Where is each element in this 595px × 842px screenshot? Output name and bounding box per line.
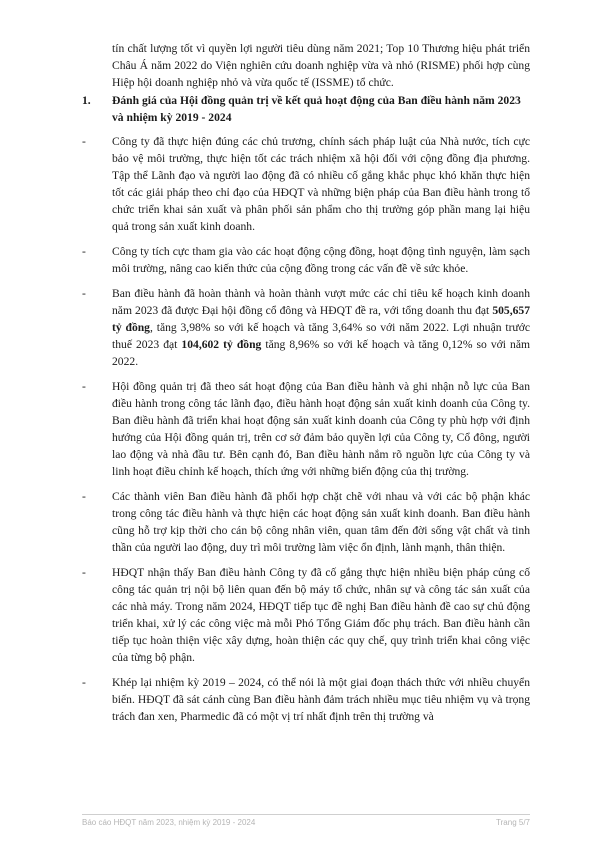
bullet-dash: - <box>82 490 86 503</box>
bullet-dash: - <box>82 380 86 393</box>
list-item <box>82 674 530 725</box>
bullet-text: Khép lại nhiệm kỳ 2019 – 2024, có thể nói là một giai đoạn thách thức với nhiều chuyển biến. HĐQT đã sát cánh cùng Ban điều hành đảm trách nhiều mục tiêu nhiệm vụ và trọng trách đan xen, Pharmedic đã có một vị trí nhất định trên thị trường và <box>112 676 530 723</box>
intro-paragraph: tín chất lượng tốt vì quyền lợi người tiêu dùng năm 2021; Top 10 Thương hiệu phát triển Châu Á năm 2022 do Viện nghiên cứu doanh nghiệp vừa và nhỏ (RISME) phối hợp cùng Hiệp hội doanh nghiệp nhỏ và vừa quốc tế (ISSME) tổ chức. <box>112 42 530 89</box>
bullet-dash: - <box>82 287 86 300</box>
list-item <box>82 378 530 480</box>
list-item <box>82 243 530 277</box>
section-title: Đánh giá của Hội đồng quản trị về kết quả hoạt động của Ban điều hành năm 2023 và nhiệm kỳ 2019 - 2024 <box>112 94 521 124</box>
bullet-text-part: , tăng 3,98% so với kế hoạch và tăng 3,64% so với năm 2022. Lợi nhuận trước thuế 2023 đạt <box>112 321 530 351</box>
page-number: Trang 5/7 <box>496 818 530 827</box>
page-footer <box>82 814 530 827</box>
bullet-text: Công ty tích cực tham gia vào các hoạt động cộng đồng, hoạt động tình nguyện, làm sạch môi trường, nâng cao kiến thức của cộng đồng trong các vấn đề về sức khỏe. <box>112 245 530 275</box>
list-item <box>82 564 530 666</box>
bullet-list <box>82 133 530 733</box>
footer-report-title: Báo cáo HĐQT năm 2023, nhiệm kỳ 2019 - 2024 <box>82 818 256 827</box>
list-item <box>82 133 530 235</box>
bullet-text: Hội đồng quản trị đã theo sát hoạt động của Ban điều hành và ghi nhận nỗ lực của Ban điều hành trong công tác lãnh đạo, điều hành hoạt động sản xuất kinh doanh của Công ty. Ban điều hành đã triển khai hoạt động sản xuất kinh doanh của Công ty phù hợp với định hướng của Hội đồng quản trị, trên cơ sở đảm bảo quyền lợi của Công ty, Cổ đông, người lao động và nhà đầu tư. Bên cạnh đó, Ban điều hành nắm rõ nguồn lực của Công ty và linh hoạt điều chỉnh kế hoạch, thích ứng với những biến động của thị trường. <box>112 380 530 478</box>
bullet-text: HĐQT nhận thấy Ban điều hành Công ty đã cố gắng thực hiện nhiều biện pháp củng cố công tác quản trị nội bộ liên quan đến bộ máy tổ chức, nhân sự và công tác sản xuất của các nhà máy. Trong năm 2024, HĐQT tiếp tục đề nghị Ban điều hành đề cao sự chủ động triển khai, xử lý các công việc mà mỗi Phó Tổng Giám đốc phụ trách. Ban điều hành cần tiếp tục hoàn thiện việc xây dựng, hoàn thiện các quy chế, quy trình triển khai công việc của từng bộ phận. <box>112 566 530 664</box>
bullet-text: Các thành viên Ban điều hành đã phối hợp chặt chẽ với nhau và với các bộ phận khác trong công tác điều hành và thực hiện các hoạt động sản xuất kinh doanh. Ban điều hành cũng hỗ trợ kịp thời cho cán bộ công nhân viên, quan tâm đến đời sống vật chất và tinh thần của người lao động, duy trì môi trường làm việc ổn định, lành mạnh, thân thiện. <box>112 490 530 554</box>
profit-value: 104,602 tỷ đồng <box>181 338 262 351</box>
bullet-dash: - <box>82 566 86 579</box>
revenue-value: 505,657 tỷ đồng <box>112 304 530 334</box>
bullet-text: Công ty đã thực hiện đúng các chủ trương, chính sách pháp luật của Nhà nước, tích cực bảo vệ môi trường, thực hiện tốt các trách nhiệm xã hội đối với cộng đồng địa phương. Tập thể Lãnh đạo và người lao động đã có nhiều cố gắng khắc phục khó khăn thực hiện tốt các giải pháp theo chỉ đạo của HĐQT và những biện pháp của Ban điều hành trong tổ chức triển khai sản xuất và phân phối sản phẩm cho thị trường góp phần mang lại hiệu quả trong sản xuất kinh doanh. <box>112 135 530 233</box>
bullet-dash: - <box>82 135 86 148</box>
list-item <box>82 488 530 556</box>
bullet-text-part: Ban điều hành đã hoàn thành và hoàn thành vượt mức các chỉ tiêu kế hoạch kinh doanh năm 2023 đã được Đại hội đồng cổ đông và HĐQT đề ra, với tổng doanh thu đạt <box>112 287 530 317</box>
section-number: 1. <box>82 94 91 107</box>
bullet-text-part: tăng 8,96% so với kế hoạch và tăng 0,12% so với năm 2022. <box>112 338 531 368</box>
list-item <box>82 285 530 370</box>
bullet-dash: - <box>82 676 86 689</box>
bullet-dash: - <box>82 245 86 258</box>
